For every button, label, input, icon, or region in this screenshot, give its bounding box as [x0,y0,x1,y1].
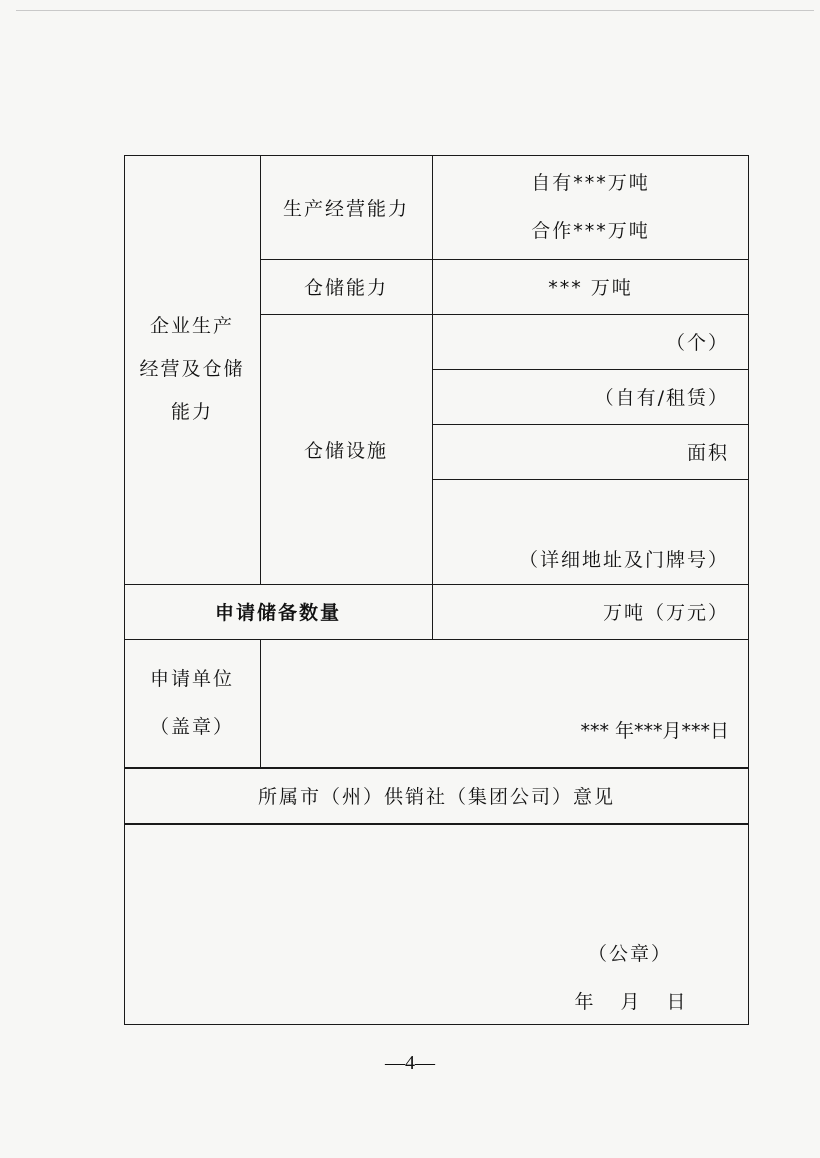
applicant-date: *** 年***月***日 [580,720,729,742]
storage-facility-count: （个） [665,332,729,354]
opinion-date: 年 月 日 [574,990,690,1013]
storage-facility-ownership: （自有/租赁） [594,387,729,409]
storage-facility-address: （详细地址及门牌号） [518,549,729,571]
table-bottom-border [124,1024,749,1025]
enterprise-label-line-3: 能力 [170,401,213,423]
enterprise-label-line-1: 企业生产 [149,315,234,337]
storage-facility-area: 面积 [686,442,729,464]
page-number: —4— [385,1052,435,1074]
reserve-quantity-unit: 万吨（万元） [602,602,729,624]
applicant-label [124,639,260,767]
storage-facilities-label: 仓储设施 [303,439,388,462]
opinion-header: 所属市（州）供销社（集团公司）意见 [257,785,615,808]
divider-opinion-header-bottom [124,823,749,825]
production-cooperation-value: 合作***万吨 [531,220,650,242]
storage-capacity-label: 仓储能力 [303,277,388,299]
storage-capacity-value: *** 万吨 [548,277,633,299]
enterprise-label-line-2: 经营及仓储 [139,358,245,380]
production-capacity-label: 生产经营能力 [282,197,409,220]
applicant-unit-label: 申请单位 [149,668,234,690]
production-own-value: 自有***万吨 [531,172,650,194]
opinion-seal: （公章） [587,942,672,965]
production-capacity-values [432,155,749,259]
applicant-seal-label: （盖章） [149,716,234,738]
enterprise-capacity-label [124,155,260,584]
top-rule [16,10,814,11]
reserve-quantity-label: 申请储备数量 [214,602,341,624]
